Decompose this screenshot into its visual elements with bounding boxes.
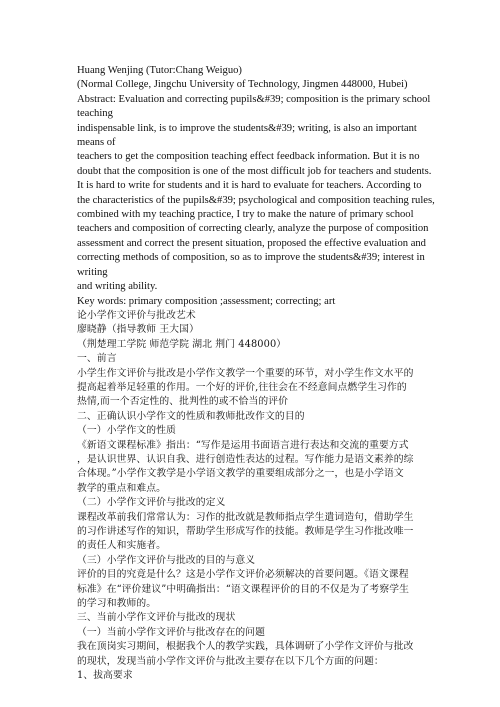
body-line: 三、当前小学作文评价与批改的现状 bbox=[77, 612, 236, 624]
body-line: 一、前言 bbox=[77, 353, 117, 365]
abstract-line: It is hard to write for students and it is hard to evaluate for teachers. According to bbox=[77, 180, 422, 192]
abstract-line: teaching bbox=[77, 108, 113, 120]
abstract-line: and writing ability. bbox=[77, 281, 158, 293]
abstract-line: means of bbox=[77, 137, 116, 149]
body-line: 的现状，发现当前小学作文评价与批改主要存在以下几个方面的问题： bbox=[77, 655, 384, 667]
body-line: 课程改革前我们常常认为：习作的批改就是教师指点学生遣词造句，借助学生 bbox=[77, 511, 414, 523]
abstract-line: the characteristics of the pupils&#39; psychological and composition teaching rules, bbox=[77, 194, 435, 206]
body-line: 《新语文课程标准》指出：“写作是运用书面语言进行表达和交流的重要方式 bbox=[77, 439, 409, 451]
body-line: 合体现。”小学作文教学是小学语文教学的重要组成部分之一，也是小学语文 bbox=[77, 468, 404, 480]
abstract-line: combined with my teaching practice, I try to make the nature of primary school bbox=[77, 209, 414, 221]
abstract-line: teachers to get the composition teaching effect feedback information. But it is no bbox=[77, 151, 420, 163]
english-abstract bbox=[77, 93, 435, 295]
document-page bbox=[77, 64, 435, 683]
body-line: 1、拔高要求 bbox=[77, 670, 133, 682]
body-line: （二）小学作文评价与批改的定义 bbox=[77, 497, 226, 509]
body-line: （三）小学作文评价与批改的目的与意义 bbox=[77, 554, 256, 566]
body-line: 的责任人和实施者。 bbox=[77, 540, 167, 552]
abstract-line: Abstract: Evaluation and correcting pupils&#39; composition is the primary school bbox=[77, 93, 431, 105]
english-affiliation-line: (Normal College, Jingchu University of Technology, Jingmen 448000, Hubei) bbox=[77, 79, 408, 91]
english-author-line: Huang Wenjing (Tutor:Chang Weiguo) bbox=[77, 65, 242, 76]
body-line: 的学习和教师的。 bbox=[77, 598, 157, 610]
abstract-line: teachers and composition of correcting clearly, analyze the purpose of composition bbox=[77, 223, 429, 235]
chinese-title: 论小学作文评价与批改艺术 bbox=[77, 309, 196, 321]
body-line: 二、正确认识小学作文的性质和教师批改作文的目的 bbox=[77, 410, 305, 422]
chinese-affiliation: （荆楚理工学院 师范学院 湖北 荆门 448000） bbox=[77, 338, 287, 350]
body-line: 提高起着举足轻重的作用。一个好的评价,往往会在不经意间点燃学生习作的 bbox=[77, 381, 407, 393]
abstract-line: assessment and correct the present situation, proposed the effective evaluation and bbox=[77, 237, 426, 249]
abstract-line: correcting methods of composition, so as to improve the students&#39; interest in bbox=[77, 252, 425, 264]
body-line: 教学的重点和难点。 bbox=[77, 482, 167, 494]
abstract-line: indispensable link, is to improve the students&#39; writing, is also an important bbox=[77, 122, 417, 134]
body-line: ，是认识世界、认识自我、进行创造性表达的过程。写作能力是语文素养的综 bbox=[77, 453, 414, 465]
body-line: 热情,而一个否定性的、批判性的或不恰当的评价 bbox=[77, 396, 289, 408]
body-line: 标准》在“评价建议”中明确指出：“语文课程评价的目的不仅是为了考察学生 bbox=[77, 583, 410, 595]
body-line: （一）当前小学作文评价与批改存在的问题 bbox=[77, 626, 266, 638]
chinese-body bbox=[77, 352, 422, 683]
body-line: 的习作讲述写作的知识，帮助学生形成写作的技能。教师是学生习作批改唯一 bbox=[77, 526, 414, 537]
body-line: 我在顶岗实习期间，根据我个人的教学实践，具体调研了小学作文评价与批改 bbox=[77, 641, 414, 653]
english-keywords-line: Key words: primary composition ;assessment; correcting; art bbox=[77, 295, 336, 307]
body-line: （一）小学作文的性质 bbox=[77, 425, 176, 437]
abstract-line: doubt that the composition is one of the most difficult job for teachers and students. bbox=[77, 165, 432, 177]
body-line: 评价的目的究竟是什么？这是小学作文评价必须解决的首要问题。《语文课程 bbox=[77, 569, 409, 581]
body-line: 小学生作文评价与批改是小学作文教学一个重要的环节，对小学生作文水平的 bbox=[77, 367, 414, 379]
chinese-author: 廖晓静（指导教师 王大国） bbox=[77, 324, 199, 336]
abstract-line: writing bbox=[77, 266, 108, 278]
